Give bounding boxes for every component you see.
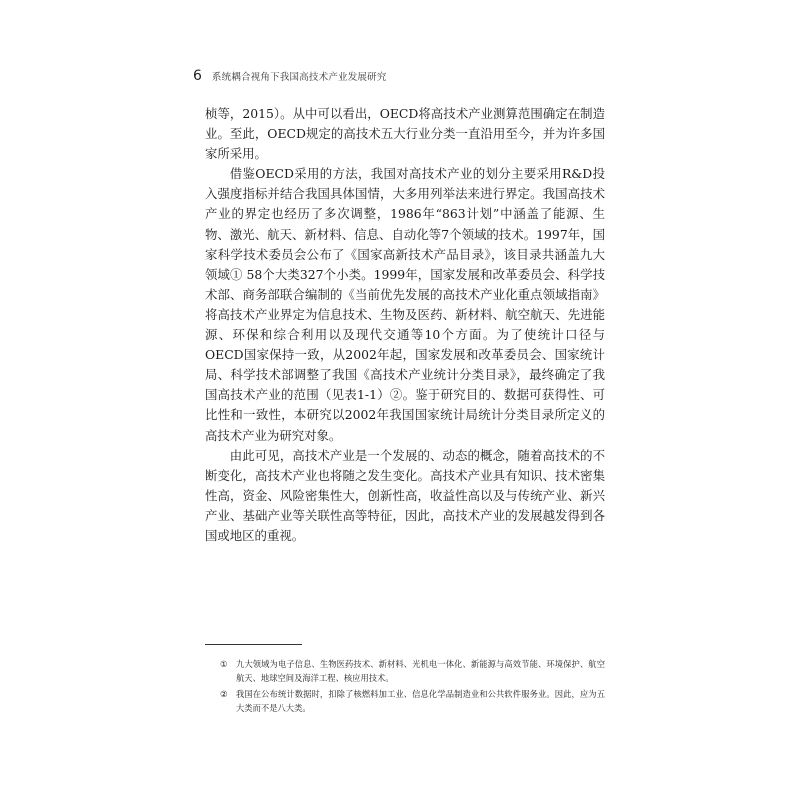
- running-header: [193, 68, 387, 84]
- footnote-item: [205, 687, 605, 715]
- footnote-text: 九大领域为电子信息、生物医药技术、新材料、光机电一体化、新能源与高效节能、环境保护、航空航天、地球空间及海洋工程、核应用技术。: [236, 659, 605, 683]
- paragraph-classification-history: 借鉴OECD采用的方法，我国对高技术产业的划分主要采用R&D投入强度指标并结合我国具体国情，大多用列举法来进行界定。我国高技术产业的界定也经历了多次调整，1986年“863计划”中涵盖了能源、生物、激光、航天、新材料、信息、自动化等7个领域的技术。1997年，国家科学技术委员会公布了《国家高新技术产品目录》，该目录共涵盖九大领域① 58个大类327个小类。1999年，国家发展和改革委员会、科学技术部、商务部联合编制的《当前优先发展的高技术产业化重点领域指南》将高技术产业界定为信息技术、生物及医药、新材料、航空航天、先进能源、环保和综合利用以及现代交通等10个方面。为了使统计口径与OECD国家保持一致，从2002年起，国家发展和改革委员会、国家统计局、科学技术部调整了我国《高技术产业统计分类目录》，最终确定了我国高技术产业的范围（见表1-1）②。鉴于研究目的、数据可获得性、可比性和一致性，本研究以2002年我国国家统计局统计分类目录所定义的高技术产业为研究对象。: [205, 166, 605, 443]
- footnotes: [205, 657, 605, 717]
- footnote-marker: ②: [220, 689, 228, 699]
- footnote-divider: [205, 644, 302, 645]
- footnote-text: 我国在公布统计数据时，扣除了核燃料加工业、信息化学品制造业和公共软件服务业。因此，应为五大类而不是八大类。: [236, 689, 605, 713]
- page-number: 6: [193, 68, 202, 84]
- paragraph-continuation: 桢等，2015）。从中可以看出，OECD将高技术产业测算范围确定在制造业。至此，OECD规定的高技术五大行业分类一直沿用至今，并为许多国家所采用。: [205, 106, 605, 162]
- footnote-item: [205, 657, 605, 685]
- main-body-text: [205, 104, 605, 546]
- running-header-title: 系统耦合视角下我国高技术产业发展研究: [211, 72, 387, 83]
- footnote-marker: ①: [220, 659, 228, 669]
- paragraph-conclusion: 由此可见，高技术产业是一个发展的、动态的概念，随着高技术的不断变化，高技术产业也将随之发生变化。高技术产业具有知识、技术密集性高，资金、风险密集性大，创新性高，收益性高以及与传统产业、新兴产业、基础产业等关联性高等特征，因此，高技术产业的发展越发得到各国或地区的重视。: [205, 447, 605, 543]
